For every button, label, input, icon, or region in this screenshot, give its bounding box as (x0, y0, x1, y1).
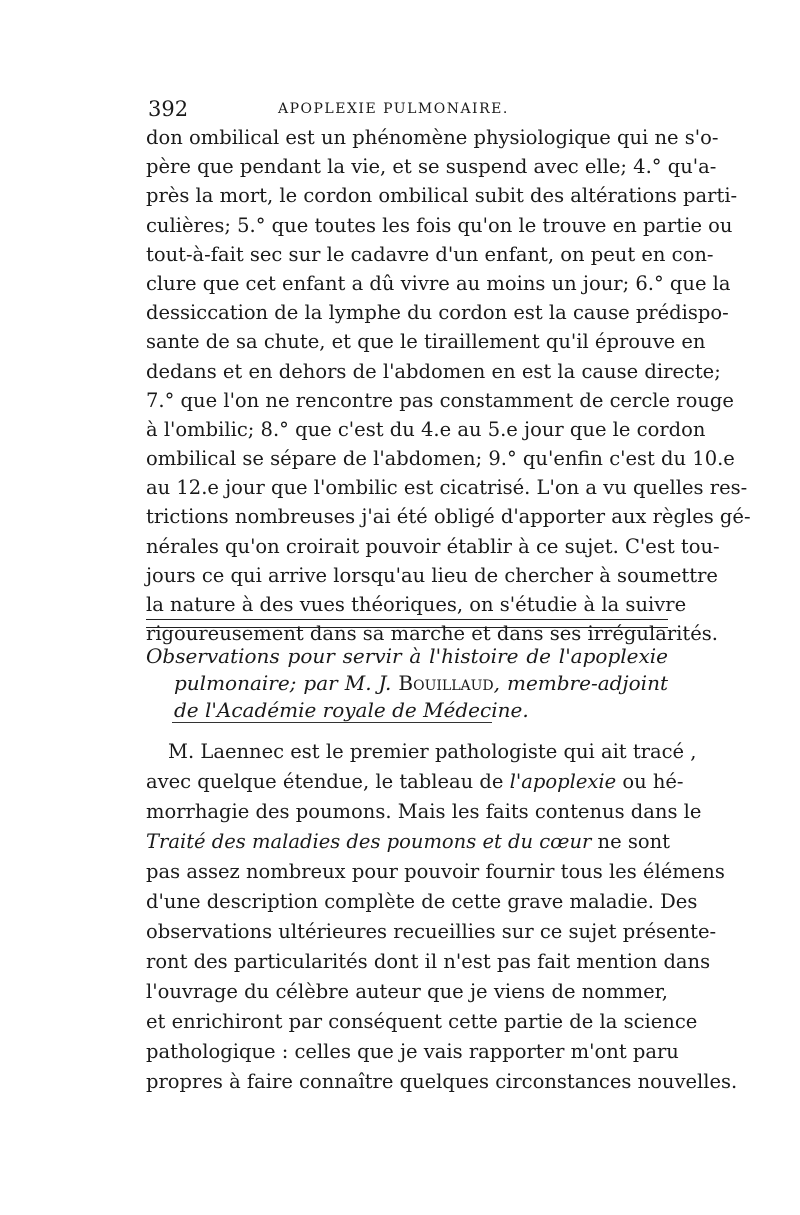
article-title-text: , membre-adjoint (493, 671, 668, 695)
page-header (148, 96, 668, 122)
article-title (146, 643, 668, 724)
text-line: observations ultérieures recueillies sur ce sujet présente- (146, 920, 717, 943)
article-title-line: Observations pour servir à l'histoire de l'apoplexie (146, 644, 668, 668)
text-line: pas assez nombreux pour pouvoir fournir tous les élémens (146, 860, 725, 883)
article-title-text: pulmonaire; par M. J. (174, 671, 399, 695)
text-line: pathologique : celles que je vais rapporter m'ont paru (146, 1040, 679, 1063)
text-line: trictions nombreuses j'ai été obligé d'apporter aux règles gé- (146, 505, 751, 529)
text-line: culières; 5.° que toutes les fois qu'on le trouve en partie ou (146, 213, 733, 237)
title-underline (172, 722, 492, 723)
text-line: sante de sa chute, et que le tiraillement qu'il éprouve en (146, 330, 706, 354)
text-line: ront des particularités dont il n'est pas fait mention dans (146, 950, 711, 973)
text-line: M. Laennec est le premier pathologiste qui ait tracé , (168, 740, 697, 763)
article-title-line (146, 670, 668, 697)
text-line: au 12.e jour que l'ombilic est cicatrisé. L'on a vu quelles res- (146, 476, 748, 500)
text-line: don ombilical est un phénomène physiologique qui ne s'o- (146, 126, 719, 149)
section-rule-bottom (146, 627, 668, 628)
text-span: ne sont (591, 830, 670, 853)
text-line: tout-à-fait sec sur le cadavre d'un enfant, on peut en con- (146, 242, 714, 266)
author-name: Bouillaud (398, 671, 494, 695)
paragraph-laennec (146, 737, 738, 1097)
text-line: et enrichiront par conséquent cette partie de la science (146, 1010, 698, 1033)
italic-book-title: Traité des maladies des poumons et du cœur (146, 830, 592, 853)
text-line: morrhagie des poumons. Mais les faits contenus dans le (146, 800, 702, 823)
text-line: l'ouvrage du célèbre auteur que je viens de nommer, (146, 980, 668, 1003)
paragraph-conclusions (146, 123, 751, 648)
text-span: ou hé- (616, 770, 684, 793)
text-line (146, 827, 668, 857)
text-line: 7.° que l'on ne rencontre pas constamment de cercle rouge (146, 388, 734, 412)
text-line (146, 767, 684, 797)
section-rule-top (146, 619, 668, 620)
text-span: avec quelque étendue, le tableau de (146, 770, 510, 793)
text-line: jours ce qui arrive lorsqu'au lieu de chercher à soumettre (146, 563, 718, 587)
text-line: dedans et en dehors de l'abdomen en est la cause directe; (146, 359, 721, 383)
text-line: ombilical se sépare de l'abdomen; 9.° qu'enfin c'est du 10.e (146, 447, 735, 471)
text-line: près la mort, le cordon ombilical subit des altérations parti- (146, 184, 738, 208)
text-line: dessiccation de la lymphe du cordon est la cause prédispo- (146, 301, 729, 325)
text-line: d'une description complète de cette grave maladie. Des (146, 890, 698, 913)
text-line: la nature à des vues théoriques, on s'étudie à la suivre (146, 593, 687, 616)
article-title-line: de l'Académie royale de Médecine. (174, 698, 529, 722)
text-line: clure que cet enfant a dû vivre au moins un jour; 6.° que la (146, 271, 731, 295)
text-line: père que pendant la vie, et se suspend avec elle; 4.° qu'a- (146, 155, 717, 179)
text-line: à l'ombilic; 8.° que c'est du 4.e au 5.e jour que le cordon (146, 417, 706, 441)
running-head: APOPLEXIE PULMONAIRE. (278, 101, 509, 117)
text-line: rigoureusement dans sa marche et dans ses irrégularités. (146, 622, 718, 646)
text-line: propres à faire connaître quelques circonstances nouvelles. (146, 1070, 738, 1093)
text-line: nérales qu'on croirait pouvoir établir à ce sujet. C'est tou- (146, 534, 720, 558)
page-number: 392 (148, 97, 189, 121)
italic-term: l'apoplexie (509, 770, 617, 793)
